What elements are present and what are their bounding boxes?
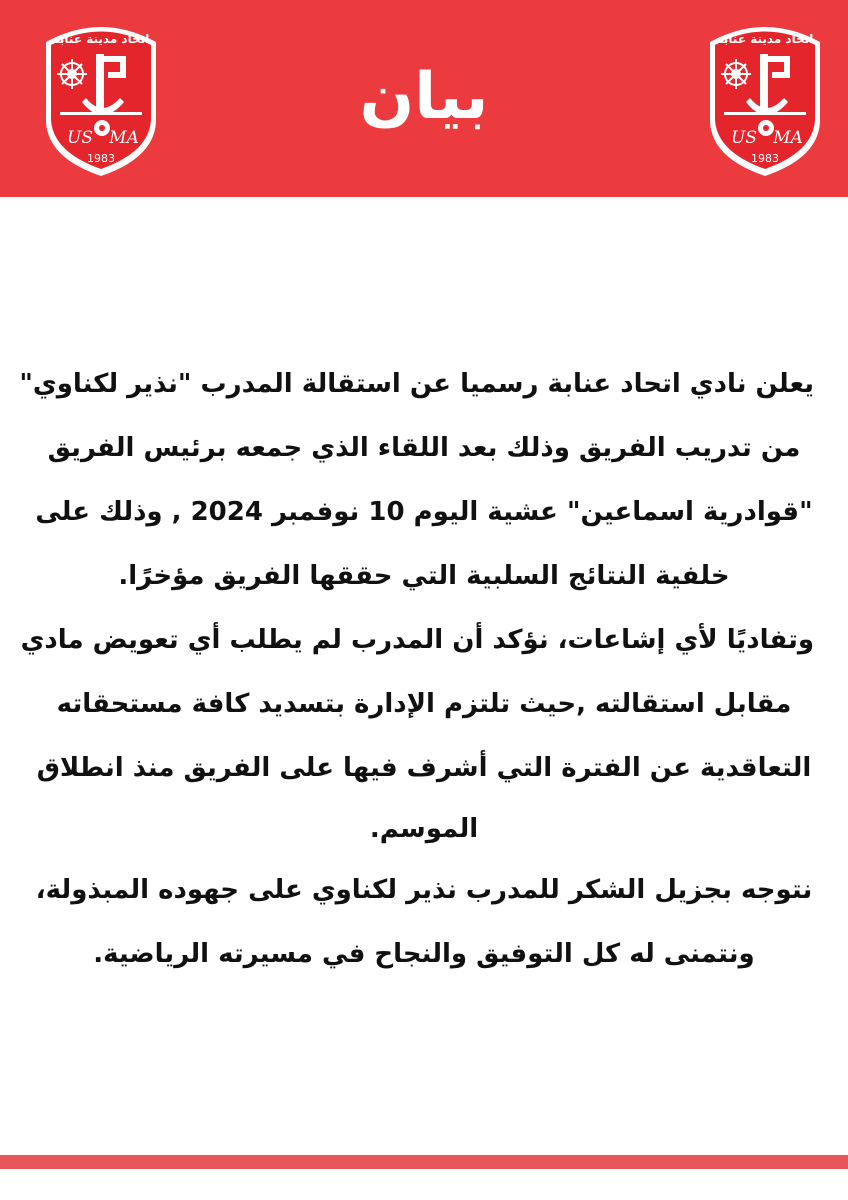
club-logo [706,16,824,178]
page-title: بيان [359,60,489,134]
logo-arc-text: اتحاد مدينة عنابة [716,32,814,46]
football-icon [758,120,774,136]
statement-line: خلفية النتائج السلبية التي حققها الفريق مؤخرًا. [118,561,730,591]
statement-line: نتوجه بجزيل الشكر للمدرب نذير لكناوي على جهوده المبذولة، [35,875,813,905]
statement-line: وتفاديًا لأي إشاعات، نؤكد أن المدرب لم يطلب أي تعويض مادي [20,625,814,655]
statement-body [19,352,814,986]
logo-year: 1983 [751,152,779,165]
logo-initials-right: MA [773,128,803,148]
statement-line: مقابل استقالته ,حيث تلتزم الإدارة بتسديد كافة مستحقاته [56,689,792,719]
statement-line: يعلن نادي اتحاد عنابة رسميا عن استقالة المدرب "نذير لكناوي" [19,369,814,399]
logo-arc-text: اتحاد مدينة عنابة [52,32,150,46]
statement-line: الموسم. [369,814,479,844]
logo-initials-left: US [731,128,757,148]
logo-year: 1983 [87,152,115,165]
statement-line: "قوادرية اسماعين" عشية اليوم 10 نوفمبر 2024 , وذلك على [35,497,813,527]
statement-line: ونتمنى له كل التوفيق والنجاح في مسيرته الرياضية. [93,939,755,969]
statement-line: من تدريب الفريق وذلك بعد اللقاء الذي جمعه برئيس الفريق [47,433,801,463]
logo-initials-left: US [67,128,93,148]
header-banner [0,0,848,197]
statement-line: التعاقدية عن الفترة التي أشرف فيها على الفريق منذ انطلاق [36,753,812,783]
footer-bar [0,1155,848,1169]
logo-initials-right: MA [109,128,139,148]
